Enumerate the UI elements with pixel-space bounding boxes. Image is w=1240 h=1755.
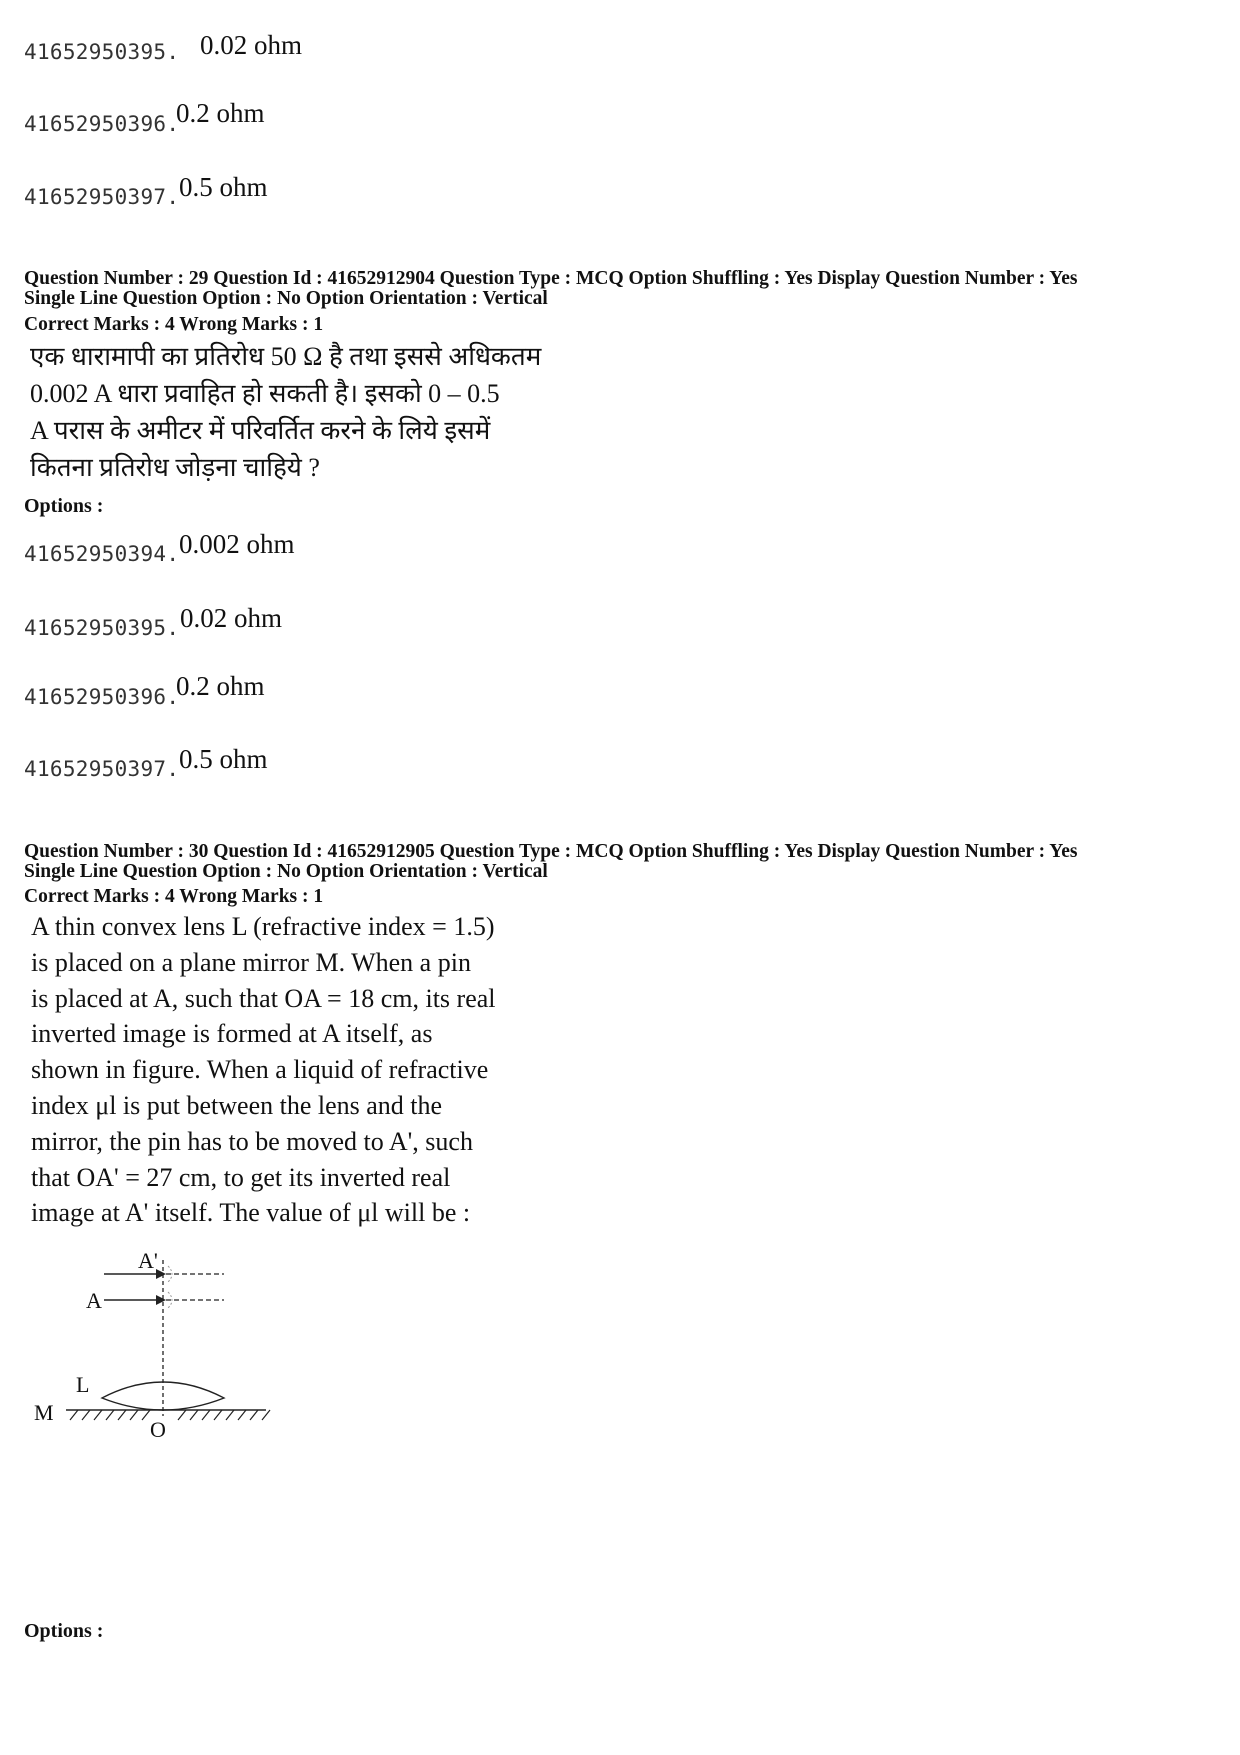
- mirror-hatching: [70, 1410, 270, 1420]
- question-meta-orientation: Single Line Question Option : No Option Orientation : Vertical: [24, 288, 548, 309]
- option-id: 41652950395.: [24, 616, 180, 640]
- question-line: A thin convex lens L (refractive index = 1.5): [31, 912, 495, 941]
- label-m: M: [34, 1400, 54, 1425]
- label-l: L: [76, 1372, 90, 1397]
- question-marks: Correct Marks : 4 Wrong Marks : 1: [24, 886, 324, 907]
- question-line: index μl is put between the lens and the: [31, 1090, 443, 1120]
- question-line: that OA' = 27 cm, to get its inverted real: [31, 1162, 451, 1192]
- pin-mark: [168, 1266, 172, 1308]
- question-marks: Correct Marks : 4 Wrong Marks : 1: [24, 314, 324, 335]
- question-line: 0.002 A धारा प्रवाहित हो सकती है। इसको 0 – 0.5: [30, 379, 500, 408]
- option-value: 0.2 ohm: [176, 671, 265, 701]
- question-line: shown in figure. When a liquid of refractive: [31, 1055, 489, 1085]
- question-meta: Question Number : 30 Question Id : 41652912905 Question Type : MCQ Option Shuffling : Yes Display Question Number : Yes: [24, 841, 1078, 862]
- question-line: is placed at A, such that OA = 18 cm, its real: [31, 983, 496, 1013]
- option-value: 0.2 ohm: [176, 98, 265, 128]
- question-line: image at A' itself. The value of μl will be :: [31, 1198, 471, 1228]
- options-label: Options :: [24, 1620, 104, 1642]
- label-o: O: [150, 1417, 166, 1438]
- option-value: 0.5 ohm: [179, 172, 268, 202]
- question-line: is placed on a plane mirror M. When a pin: [31, 947, 471, 977]
- label-a-prime: A': [138, 1248, 158, 1273]
- label-a: A: [86, 1288, 102, 1313]
- question-text: [30, 338, 541, 486]
- option-id: 41652950396.: [24, 685, 180, 709]
- question-line: inverted image is formed at A itself, as: [31, 1019, 433, 1049]
- option-value: 0.5 ohm: [179, 744, 268, 774]
- options-label: Options :: [24, 495, 104, 517]
- question-meta: Question Number : 29 Question Id : 41652912904 Question Type : MCQ Option Shuffling : Yes Display Question Number : Yes: [24, 268, 1078, 289]
- option-value: 0.002 ohm: [179, 529, 295, 559]
- question-line: कितना प्रतिरोध जोड़ना चाहिये ?: [30, 453, 320, 482]
- question-text: [31, 909, 496, 1231]
- question-meta-orientation: Single Line Question Option : No Option Orientation : Vertical: [24, 861, 548, 882]
- option-id: 41652950395.: [24, 40, 180, 64]
- option-value: 0.02 ohm: [180, 603, 283, 633]
- a-arrowhead: [156, 1295, 166, 1305]
- question-line: एक धारामापी का प्रतिरोध 50 Ω है तथा इससे अधिकतम: [30, 342, 542, 371]
- question-line: mirror, the pin has to be moved to A', such: [31, 1126, 473, 1156]
- option-id: 41652950394.: [24, 542, 180, 566]
- option-value: 0.02 ohm: [200, 30, 303, 60]
- lens-mirror-figure: [30, 1238, 310, 1438]
- question-line: A परास के अमीटर में परिवर्तित करने के लिये इसमें: [30, 416, 491, 445]
- option-id: 41652950397.: [24, 185, 180, 209]
- option-id: 41652950397.: [24, 757, 180, 781]
- option-id: 41652950396.: [24, 112, 180, 136]
